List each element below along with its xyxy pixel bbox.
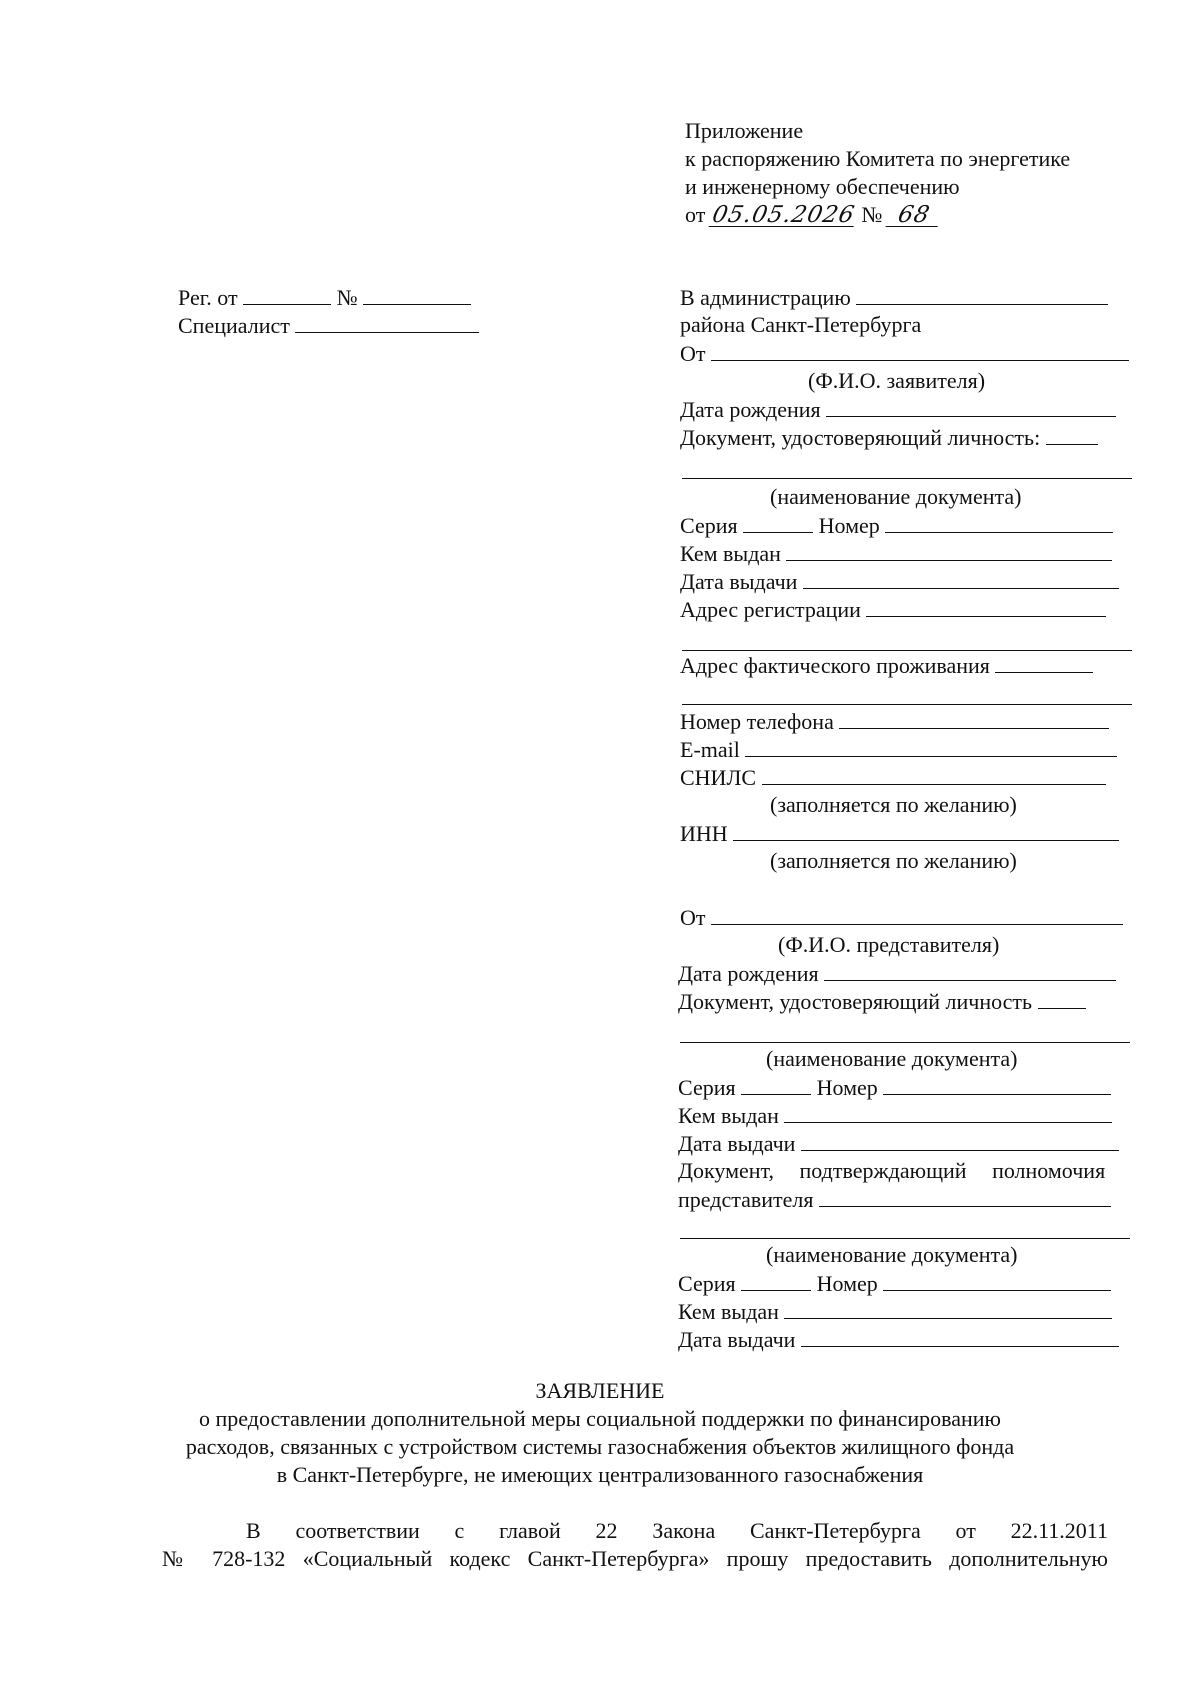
applicant-series-field[interactable] [743,512,813,533]
representative-id-doc-line[interactable] [680,1042,1130,1043]
representative-series-label: Серия [678,1075,736,1100]
applicant-snils-row [680,764,1106,791]
applicant-optional-hint-1: (заполняется по желанию) [770,792,1017,817]
statement-subtitle-1: о предоставлении дополнительной меры социальной поддержки по финансированию [199,1406,1001,1431]
representative-id-doc-label: Документ, удостоверяющий личность [678,989,1033,1014]
representative-series-field[interactable] [741,1074,811,1095]
applicant-email-label: E-mail [680,737,740,762]
representative-fio-hint: (Ф.И.О. представителя) [778,932,1000,957]
applicant-birth-row [680,396,1116,423]
appendix-line-2: к распоряжению Комитета по энергетике [685,146,1071,171]
applicant-reg-address-row [680,596,1106,623]
applicant-birth-field[interactable] [826,396,1116,417]
applicant-optional-hint-2: (заполняется по желанию) [770,848,1017,873]
applicant-snils-label: СНИЛС [680,765,757,790]
applicant-id-doc-label: Документ, удостоверяющий личность: [680,425,1041,450]
reg-date-field[interactable] [243,284,331,305]
representative-issue-date-field[interactable] [801,1130,1119,1151]
applicant-inn-label: ИНН [680,821,728,846]
applicant-reg-address-line[interactable] [682,650,1132,651]
applicant-id-doc-field[interactable] [1046,424,1098,445]
representative-id-doc-field[interactable] [1038,988,1086,1009]
applicant-id-doc-row [680,424,1098,451]
applicant-issue-date-label: Дата выдачи [680,569,798,594]
representative-series-field-2[interactable] [741,1270,811,1291]
statement-subtitle-3: в Санкт-Петербурге, не имеющих централизованного газоснабжения [276,1462,924,1487]
applicant-from-label: От [680,341,706,366]
handwritten-number: 68 [885,204,942,227]
registration-row [178,284,471,311]
applicant-inn-row [680,820,1119,847]
representative-series-label-2: Серия [678,1271,736,1296]
representative-from-label: От [680,905,706,930]
applicant-birth-label: Дата рождения [680,397,821,422]
applicant-id-doc-line[interactable] [682,478,1132,479]
representative-id-doc-row [678,988,1086,1015]
representative-series-row-2 [678,1270,1111,1297]
applicant-inn-field[interactable] [733,820,1119,841]
reg-number-label: № [336,285,358,310]
applicant-phone-row [680,708,1109,735]
representative-issued-by-row-2 [678,1298,1112,1325]
specialist-field[interactable] [295,312,479,333]
applicant-doc-name-hint: (наименование документа) [770,484,1022,509]
applicant-number-label: Номер [818,513,880,538]
representative-authority-doc-label: Документ, подтверждающий полномочия [678,1158,1106,1183]
statement-body-line-2: № 728-132 «Социальный кодекс Санкт-Петербурга» прошу предоставить дополнительную [162,1546,1108,1571]
applicant-phone-label: Номер телефона [680,709,834,734]
applicant-actual-address-row [680,652,1093,679]
representative-issued-by-label: Кем выдан [678,1103,779,1128]
representative-issue-date-label: Дата выдачи [678,1131,796,1156]
representative-authority-doc-line[interactable] [680,1238,1130,1239]
applicant-issue-date-row [680,568,1119,595]
applicant-fio-field[interactable] [711,340,1129,361]
to-admin-row [680,284,1108,311]
applicant-email-row [680,736,1117,763]
representative-birth-field[interactable] [824,960,1116,981]
appendix-line-3: и инженерному обеспечению [685,174,960,199]
representative-issue-date-label-2: Дата выдачи [678,1327,796,1352]
representative-authority-doc-field[interactable] [819,1186,1111,1207]
representative-issued-by-row [678,1102,1112,1129]
representative-number-field-2[interactable] [883,1270,1111,1291]
representative-rep-label: представителя [678,1187,814,1212]
applicant-actual-address-label: Адрес фактического проживания [680,653,990,678]
representative-authority-doc-row [678,1158,1132,1184]
representative-issue-date-field-2[interactable] [801,1326,1119,1347]
applicant-reg-address-label: Адрес регистрации [680,597,861,622]
appendix-from-label: от [685,202,706,227]
applicant-issued-by-field[interactable] [786,540,1112,561]
representative-issued-by-label-2: Кем выдан [678,1299,779,1324]
applicant-issued-by-label: Кем выдан [680,541,781,566]
representative-from-row [680,904,1123,931]
reg-number-field[interactable] [363,284,471,305]
representative-birth-row [678,960,1116,987]
representative-number-label-2: Номер [816,1271,878,1296]
applicant-actual-address-field[interactable] [995,652,1093,673]
applicant-number-field[interactable] [885,512,1113,533]
applicant-snils-field[interactable] [762,764,1106,785]
representative-fio-field[interactable] [711,904,1123,925]
representative-issue-date-row [678,1130,1119,1157]
representative-number-field[interactable] [883,1074,1111,1095]
handwritten-date: 05.05.2026 [709,202,858,228]
representative-issued-by-field-2[interactable] [784,1298,1112,1319]
statement-body-line-1: В соответствии с главой 22 Закона Санкт-Петербурга от 22.11.2011 [246,1518,1108,1543]
applicant-series-label: Серия [680,513,738,538]
representative-series-row [678,1074,1111,1101]
applicant-reg-address-field[interactable] [866,596,1106,617]
applicant-fio-hint: (Ф.И.О. заявителя) [808,368,986,393]
appendix-number-label: № [861,202,883,227]
appendix-line-1: Приложение [685,118,804,143]
applicant-issue-date-field[interactable] [803,568,1119,589]
statement-title: ЗАЯВЛЕНИЕ [535,1378,665,1403]
applicant-from-row [680,340,1129,367]
statement-subtitle-2: расходов, связанных с устройством системы газоснабжения объектов жилищного фонда [185,1434,1015,1459]
applicant-actual-address-line[interactable] [682,704,1132,705]
reg-from-label: Рег. от [178,285,238,310]
applicant-email-field[interactable] [745,736,1117,757]
to-admin-label: В администрацию [680,285,851,310]
representative-issued-by-field[interactable] [784,1102,1112,1123]
representative-doc-name-hint-2: (наименование документа) [766,1242,1018,1267]
representative-doc-name-hint: (наименование документа) [766,1046,1018,1071]
applicant-phone-field[interactable] [839,708,1109,729]
district-label: района Санкт-Петербурга [680,312,922,337]
specialist-label: Специалист [178,313,290,338]
applicant-series-row [680,512,1113,539]
admin-district-field[interactable] [856,284,1108,305]
specialist-row [178,312,479,339]
representative-number-label: Номер [816,1075,878,1100]
applicant-issued-by-row [680,540,1112,567]
representative-rep-row [678,1186,1111,1213]
representative-birth-label: Дата рождения [678,961,819,986]
representative-issue-date-row-2 [678,1326,1119,1353]
appendix-date-row [685,202,940,228]
